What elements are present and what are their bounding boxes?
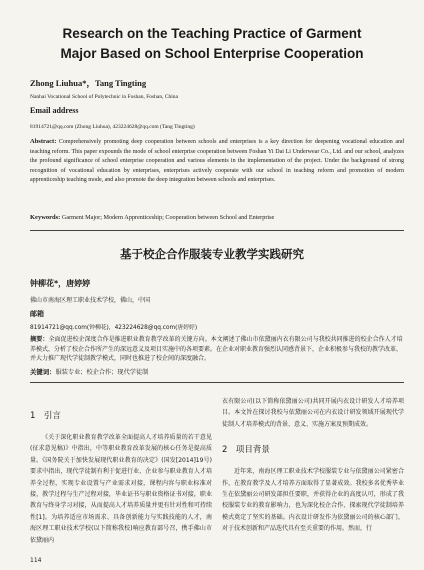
chinese-email-heading: 邮箱 xyxy=(30,310,44,318)
background-paragraph: 近年来，南海区理工职业技术学校服装专业与依黛丽公司紧密合作，在教育教学及人才培养方面取得了显著成效。我校多名优秀毕业生在依黛丽公司研发部担任要职，并获得企业的高度认可，形成了我校服装专业的教育影响力，也为深化校企合作、探索现代学徒制培养模式奠定了坚实的基础。内衣设计研发作为依黛丽公司的核心部门，对于技术创新和产品迭代具有至关重要的作用。然而，行 xyxy=(222,468,404,533)
chinese-keywords xyxy=(30,367,148,376)
abstract-text: Comprehensively promoting deep cooperation between schools and enterprises is a key direction for deepening vocational education and teaching reform. This paper expounds the mode of school enterprise cooperation between Foshan Yi Dai Li Underwear Co., Ltd. and our school, analyzes the profound significance of school enterprise cooperation and various elements in the implementation of the project. Under the background of strong recognition of vocational education by enterprises, enterprises actively cooperate with our school in teaching reform and promotion of modern apprenticeship teaching mode, and also promote the deep integration between schools and enterprises. xyxy=(30,139,404,184)
keywords-text: Garment Major; Modern Apprenticeship; Cooperation between School and Enterprise xyxy=(60,214,275,221)
section-heading-background: 2 项目背景 xyxy=(222,445,270,456)
chinese-affiliation: 佛山市南海区理工职业技术学校，佛山，中国 xyxy=(30,297,151,304)
english-authors: Zhong Liuhua*，Tang Tingting xyxy=(30,78,147,88)
english-affiliation: Nanhai Vocational School of Polytechnic in Foshan, Foshan, China xyxy=(30,94,178,100)
page-number: 114 xyxy=(30,557,42,564)
english-keywords xyxy=(30,214,404,221)
introduction-continued-paragraph: 衣有限公司(以下简称依黛丽公司)共同开展内衣设计研发人才培养项目。本文旨在探讨我校与依黛丽公司在内衣设计研发领域开展现代学徒制人才培养模式的背景、意义、实施方案及预期成效。 xyxy=(222,398,404,428)
body-column-left xyxy=(30,396,212,546)
keywords-label: Keywords: xyxy=(30,214,61,221)
introduction-paragraph: 《关于深化职业教育教学改革全面提高人才培养质量的若干意见(征求意见稿)》中指出，中等职业教育改革发展的核心任务是提高质量。《国务院关于加快发展现代职业教育的决定》(国发[2014]19号)要求中指出，现代学徒制有利于促进行业、企业参与职业教育人才培养全过程，实现专业设置与产业需求对接，课程内容与职业标准对接，教学过程与生产过程对接，毕业证书与职业资格证书对接，职业教育与终身学习对接，从而提高人才培养质量并更有针对性和可持续性[1]。为培养适应市场需求、具备创新能力与实践技能的人才，南海区理工职业技术学校(以下简称我校)响应教育部号召，携手佛山市依黛丽内 xyxy=(30,434,212,544)
english-title-line1: Research on the Teaching Practice of Garment xyxy=(62,26,362,41)
english-title-line2: Major Based on School Enterprise Cooperation xyxy=(60,46,364,61)
chinese-keywords-text: 服装专业；校企合作；现代学徒制 xyxy=(55,369,149,376)
body-column-right xyxy=(222,396,404,535)
english-abstract xyxy=(30,137,404,186)
chinese-abstract-text: 全面促进校企深度合作是推进职业教育教学改革的关键方向。本文阐述了佛山市依黛丽内衣有限公司与我校共同推进的校企合作人才培养模式，分析了校企合作所产生的深远意义及项目实施中的各项要素。在企业对职业教育强烈认同感背景下，企业积极参与我校的教学改革，并大力推广现代学徒制教学模式，同时也推进了校企间的深度融合。 xyxy=(30,336,403,363)
section-heading-introduction: 1 引言 xyxy=(30,411,61,421)
chinese-abstract xyxy=(30,335,404,364)
chinese-abstract-label: 摘要： xyxy=(30,336,49,343)
english-email-heading: Email address xyxy=(30,106,79,115)
english-emails: 81914721@qq.com (Zhong Liuhua), 423224628@qq.com (Tang Tingting) xyxy=(30,124,195,130)
abstract-label: Abstract: xyxy=(30,138,57,145)
divider-rule xyxy=(30,382,404,383)
chinese-emails: 81914721@qq.com(钟柳花)，423224628@qq.com(唐婷婷) xyxy=(30,325,198,331)
chinese-title: 基于校企合作服装专业教学实践研究 xyxy=(120,247,304,261)
divider-rule xyxy=(30,230,404,231)
chinese-keywords-label: 关键词： xyxy=(30,368,56,376)
chinese-authors: 钟柳花*，唐婷婷 xyxy=(30,279,91,288)
